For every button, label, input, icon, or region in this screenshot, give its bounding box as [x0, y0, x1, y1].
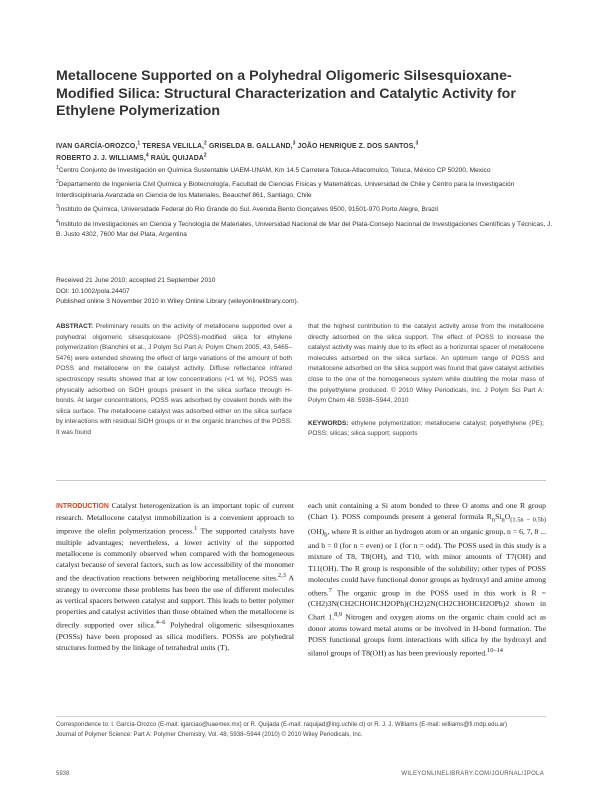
author-name: IVAN GARCÍA-OROZCO,	[56, 143, 138, 150]
intro-right-column	[308, 500, 546, 659]
body-text: The organic group in the POSS used in this work is R = (CH2)3N(CH2CHOHCH2OPh)(CH2)2N(CH2CHOHCH2OPh)2 shown in Chart 1.	[308, 588, 546, 623]
footnotes	[56, 720, 556, 740]
intro-left-column	[56, 500, 294, 653]
article-title: Metallocene Supported on a Polyhedral Oligomeric Silsesquioxane-Modified Silica: Structural Characterization and Catalytic Activity for Ethylene Polymerization	[56, 68, 516, 119]
author-affiliation-marker: 2	[204, 140, 207, 147]
keywords-text: ethylene polymerization; metallocene catalyst; polyethylene (PE); POSS; silicas; silica support; supports	[308, 419, 544, 438]
affiliation-text: Instituto de Química, Universidade Federal do Rio Grande do Sul, Avenida Bento Gonçalves 9500, 91501-970 Porto Alegre, Brazil	[58, 206, 439, 214]
affiliation-marker: 3	[56, 204, 59, 211]
abstract-text: that the highest contribution to the catalyst activity arose from the metallocene directly adsorbed on the silica support. The effect of POSS to increase the catalyst activity was mainly due to its effect as a horizontal spacer of metallocene molecules adsorbed on the silica surface. An optimum range of POSS and metallocene adsorbed on the silica support was found that gave catalyst activities close to the one of the homogeneous system while doubling the molar mass of the polyethylene produced. © 2010 Wiley Periodicals, Inc. J Polym Sci Part A: Polym Chem 48: 5938–5944, 2010	[308, 323, 544, 405]
affiliation-marker: 2	[56, 179, 59, 186]
correspondence-note: Correspondence to: I. García-Orozco (E-mail: igarciao@uaemex.mx) or R. Quijada (E-mail: raquijad@ing.uchile.cl) or R. J. J. Williams (E-mail: williams@fi.mdp.edu.ar)	[56, 721, 508, 728]
section-divider	[56, 480, 546, 481]
author-affiliation-marker: 4	[145, 152, 149, 159]
body-text: Polyhedral oligomeric silsesquioxanes (POSSs) have been proposed as silica modifiers. POSSs are polyhedral structures formed by the linkage of tetrahedral units (T),	[56, 620, 294, 652]
body-text: Nitrogen and oxygen atoms on the organic chain could act as donor atoms toward metal atoms or be involved in H-bond formation. The POSS functional groups form interactions with silica by the hydroxyl and silanol groups of T8(OH) as has been previously reported.	[308, 613, 546, 658]
author-name: JOÃO HENRIQUE Z. DOS SANTOS,	[297, 143, 416, 150]
formula-part: (OH)	[308, 526, 325, 536]
received-date: Received 21 June 2010; accepted 21 September 2010	[56, 277, 216, 284]
citation[interactable]: 7	[328, 586, 332, 594]
formula-subscript: n	[501, 516, 505, 524]
body-text: The supported catalysts have multiple advantages; nevertheless, a lower activity of the supported metallocene is commonly observed when compared with the homogeneous catalyst because of several factors, such as low accessibility of the monomer and the deactivation reactions between neighboring metallocene sites.	[56, 526, 294, 583]
abstract-text: Preliminary results on the activity of metallocene supported over a polyhedral oligomeric silsesquioxane (POSS)-modified silica for ethylene polymerization (Bianchini et al., J Polym Sci Part A: Polym Chem 2005, 43, 5465–5476) were extended showing the effect of large variations of the amount of both POSS and metallocene on the catalyst activity. Diffuse reflectance infrared spectroscopy results showed that at low concentrations (<1 wt %), POSS was physically adsorbed on SiOH groups present in the silica surface through H-bonds. At larger concentrations, POSS was adsorbed by covalent bonds with the silica surface. The metallocene catalyst was adsorbed either on the silica surface by interactions with residual SiOH groups or in the organic branches of the POSS. It was found	[56, 323, 292, 436]
introduction-heading: INTRODUCTION	[56, 503, 109, 510]
affiliation-marker: 1	[56, 164, 59, 171]
body-text: , where R is either an hydrogen atom or an organic group, n = 6, 7, 8 ... and b = 0 (for n = even) or 1 (for n = odd). The POSS used in this study is a mixture of T8, T8(OH), and T10, with minor amounts of T7(OH) and T11(OH). The R group is responsible of the solubility; other types of POSS molecules could have functional donor groups as hydroxyl and amine among others.	[308, 526, 546, 598]
formula-part: Si	[495, 512, 502, 522]
page-number: 5938	[56, 771, 70, 777]
affiliation	[56, 166, 556, 177]
affiliation-text: Departamento de Ingeniería Civil Química y Biotecnología, Facultad de Ciencias Físicas y Matemáticas, Universidad de Chile y Centro para la Investigación Interdisciplinaria Avanzada en Ciencia de los Materiales, Beauchef 861, Santiago, Chile	[56, 181, 515, 200]
abstract-left-column	[56, 322, 292, 439]
footnote-divider	[56, 716, 546, 717]
citation[interactable]: 2,3	[277, 572, 286, 580]
keywords-heading: KEYWORDS:	[308, 419, 349, 427]
body-text: each unit containing a Si atom bonded to three O atoms and one R group (Chart 1). POSS compounds present a general formula R	[308, 501, 546, 522]
citation[interactable]: 10–14	[486, 647, 503, 655]
author-name: RAÚL QUIJADA	[150, 154, 204, 162]
affiliation-text: Centro Conjunto de Investigación en Química Sustentable UAEM-UNAM, Km 14.5 Carretera Toluca-Atlacomulco, Toluca, México CP 50200, Mexico	[58, 167, 491, 174]
formula-subscript: b	[324, 531, 328, 539]
keywords	[308, 419, 544, 440]
doi-link[interactable]: DOI: 10.1002/pola.24407	[56, 287, 130, 295]
affiliation-marker: 4	[56, 218, 59, 225]
author-affiliation-marker: 2	[203, 152, 207, 159]
abstract-right-column	[308, 322, 544, 440]
citation[interactable]: 4–6	[155, 619, 166, 627]
author-name: GRISELDA B. GALLAND,	[208, 143, 293, 150]
author-affiliation-marker: 3	[292, 140, 296, 147]
body-text: Catalyst heterogenization is an important topic of current research. Metallocene catalyst immobilization is a convenient approach to improve the olefin polymerization process.	[56, 501, 294, 536]
affiliation	[56, 205, 556, 216]
formula-part: O	[504, 512, 511, 522]
affiliation	[56, 180, 556, 202]
body-text: A strategy to overcome these problems has been the use of different molecules as vertical spacers between catalyst and support. This leads to better polymer properties and catalyst activities than those obtained when the metallocene is directly supported over silica.	[56, 573, 294, 630]
author-name: ROBERTO J. J. WILLIAMS,	[56, 154, 146, 162]
formula-subscript: n	[491, 516, 496, 524]
author-name: TERESA VELILLA,	[142, 143, 205, 150]
published-online: Published online 3 November 2010 in Wiley Online Library (wileyonlinelibrary.com).	[56, 298, 299, 306]
author-list	[56, 141, 556, 164]
publication-history	[56, 276, 556, 308]
affiliation-list	[56, 166, 556, 245]
formula-subscript: (1.5n − 0.5b)	[510, 516, 547, 524]
author-affiliation-marker: 1	[137, 140, 141, 147]
affiliation-text: Instituto de Investigaciones en Ciencia y Tecnología de Materiales, Universidad Nacional de Mar del Plata-Consejo Nacional de Investigaciones Científicas y Técnicas, J. B. Justo 4302, 7600 Mar del Plata, Argentina	[56, 220, 553, 239]
journal-citation: Journal of Polymer Science: Part A: Polymer Chemistry, Vol. 48, 5938–5944 (2010) © 2010 Wiley Periodicals, Inc.	[56, 731, 363, 738]
citation[interactable]: 8,9	[334, 611, 343, 619]
abstract-heading: ABSTRACT:	[56, 323, 94, 330]
author-affiliation-marker: 3	[415, 140, 419, 147]
abstract	[56, 322, 546, 472]
citation[interactable]: 1	[194, 525, 198, 533]
journal-url-link[interactable]: WILEYONLINELIBRARY.COM/JOURNAL/JPOLA	[401, 771, 544, 777]
affiliation	[56, 220, 556, 242]
